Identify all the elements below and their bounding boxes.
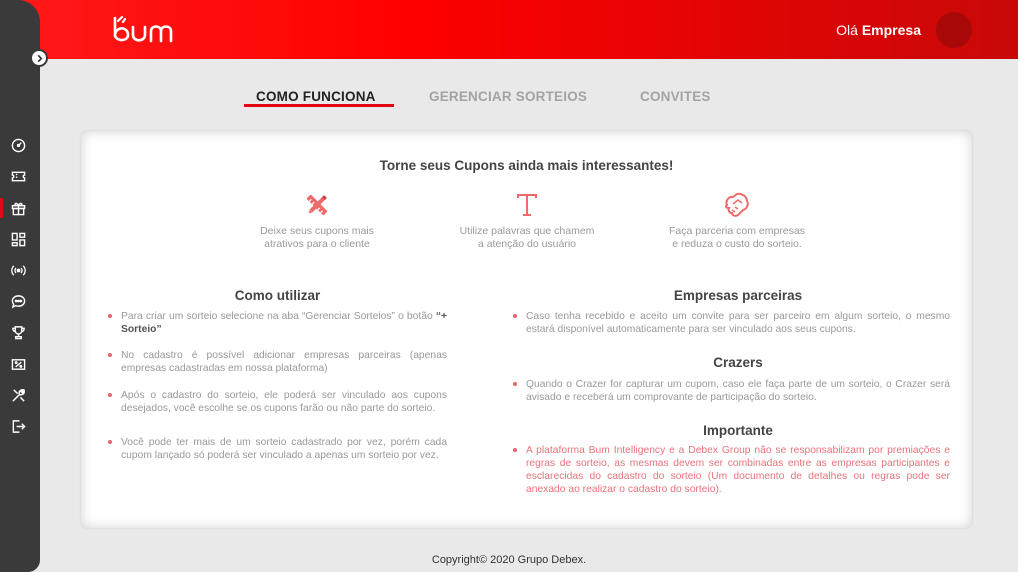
- item-1-bold: “+ Sorteio”: [121, 311, 447, 335]
- design-tools-icon: [303, 191, 331, 219]
- importante-text: A plataforma Bum Intelligency e a Debex Group não se responsabilizam por premiações e regras de sorteio, as mesmas devem ser combinadas entre as empresas participantes e esclarecidas do cadastro do sorteio (Um documento de detalhes ou regras pode ser anexado ao realizar o cadastro do sorteio).: [526, 445, 950, 495]
- importante-title: Importante: [703, 423, 773, 438]
- tools-icon[interactable]: [0, 383, 40, 407]
- crazers-title: Crazers: [713, 355, 763, 370]
- empresas-parceiras-text: Caso tenha recebido e aceito um convite para ser parceiro em algum sorteio, o mesmo estará disponível automaticamente para ser vinculado aos seus cupons.: [526, 311, 950, 335]
- grid-icon[interactable]: [0, 227, 40, 251]
- card-title: Torne seus Cupons ainda mais interessantes!: [379, 158, 674, 173]
- greeting-prefix: Olá: [836, 22, 858, 38]
- feature-partnership: [647, 191, 827, 251]
- chevron-right-icon: [35, 54, 44, 63]
- como-utilizar-item-1: [121, 310, 447, 336]
- feature-attractive-line1: Deixe seus cupons mais: [260, 225, 374, 237]
- active-tab-indicator: [244, 104, 394, 107]
- info-card: [81, 131, 972, 528]
- como-utilizar-title: Como utilizar: [234, 288, 321, 303]
- feature-words-line2: a atenção do usuário: [477, 238, 577, 250]
- ticket-icon[interactable]: [0, 164, 40, 188]
- item-1-text: Para criar um sorteio selecione na aba “Gerenciar Sorteios” o botão: [121, 311, 436, 322]
- text-icon: [513, 191, 541, 219]
- feature-words: [437, 191, 617, 251]
- dashboard-icon[interactable]: [0, 133, 40, 157]
- chat-icon[interactable]: [0, 289, 40, 313]
- como-utilizar-item-4: Você pode ter mais de um sorteio cadastrado por vez, porém cada cupom lançado só poderá ser vinculado a apenas um sorteio por vez.: [121, 437, 447, 461]
- logout-icon[interactable]: [0, 414, 40, 438]
- bum-logo-mark: [112, 16, 192, 44]
- footer-copyright: Copyright© 2020 Grupo Debex.: [431, 554, 587, 566]
- trophy-icon[interactable]: [0, 320, 40, 344]
- gift-icon[interactable]: [0, 196, 40, 220]
- top-header: [0, 0, 1018, 59]
- greeting-name: Empresa: [861, 22, 921, 38]
- empresas-parceiras-title: Empresas parceiras: [673, 288, 803, 303]
- feature-words-line1: Utilize palavras que chamem: [459, 225, 595, 237]
- bum-logo[interactable]: [112, 16, 192, 49]
- tab-convites[interactable]: CONVITES: [640, 89, 711, 104]
- como-utilizar-item-3: Após o cadastro do sorteio, ele poderá ser vinculado aos cupons desejados, você escolhe se os cupons farão ou não parte do sorteio.: [121, 390, 447, 414]
- feature-partnership-line1: Faça parceria com empresas: [669, 225, 805, 237]
- feature-attractive: [227, 191, 407, 251]
- feature-attractive-line2: atrativos para o cliente: [264, 238, 370, 250]
- handshake-icon: [723, 191, 751, 219]
- broadcast-icon[interactable]: [0, 258, 40, 282]
- crazers-text: Quando o Crazer for capturar um cupom, caso ele faça parte de um sorteio, o Crazer será avisado e receberá um comprovante de participação do sorteio.: [526, 379, 950, 403]
- sidebar: [0, 0, 40, 572]
- tab-gerenciar-sorteios[interactable]: GERENCIAR SORTEIOS: [429, 89, 588, 104]
- tab-como-funciona[interactable]: COMO FUNCIONA: [256, 89, 376, 104]
- greeting: [836, 22, 921, 38]
- avatar[interactable]: [936, 12, 972, 48]
- feature-partnership-line2: e reduza o custo do sorteio.: [672, 238, 802, 250]
- coupon-icon[interactable]: [0, 352, 40, 376]
- sidebar-toggle-button[interactable]: [30, 49, 48, 67]
- como-utilizar-item-2: No cadastro é possível adicionar empresas parceiras (apenas empresas cadastradas em nossa plataforma): [121, 350, 447, 374]
